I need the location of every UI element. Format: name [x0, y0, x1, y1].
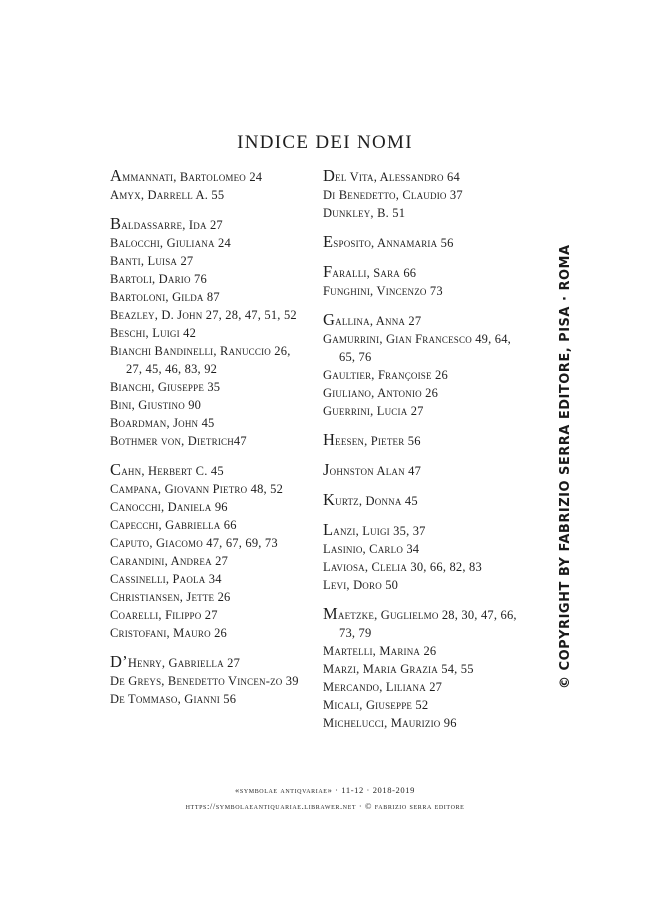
index-entry: Micali, Giuseppe 52	[323, 698, 429, 712]
index-entry: Bini, Giustino 90	[110, 398, 202, 412]
index-letter-group	[323, 605, 519, 732]
index-entry: Giuliano, Antonio 26	[323, 386, 439, 400]
index-entry: Del Vita, Alessandro 64	[323, 166, 460, 185]
index-entry: De Greys, Benedetto Vincen-zo 39	[110, 674, 299, 688]
index-entry: Bianchi Bandinelli, Ranuccio 26, 27, 45, 46, 83, 92	[110, 344, 291, 376]
index-letter-group	[110, 167, 306, 204]
index-entry: Balocchi, Giuliana 24	[110, 236, 231, 250]
index-entry: Mercando, Liliana 27	[323, 680, 443, 694]
index-entry: Heesen, Pieter 56	[323, 430, 421, 449]
index-entry: Canocchi, Daniela 96	[110, 500, 228, 514]
index-entry: Gallina, Anna 27	[323, 310, 422, 329]
index-entry: Kurtz, Donna 45	[323, 490, 418, 509]
index-entry: Di Benedetto, Claudio 37	[323, 188, 463, 202]
index-letter-group	[110, 461, 306, 642]
index-entry: Capecchi, Gabriella 66	[110, 518, 237, 532]
index-entry: Boardman, John 45	[110, 416, 215, 430]
index-entry: Maetzke, Guglielmo 28, 30, 47, 66, 73, 79	[323, 604, 517, 640]
copyright-notice: © COPYRIGHT BY FABRIZIO SERRA EDITORE, PISA · ROMA	[558, 244, 573, 689]
index-entry: Ammannati, Bartolomeo 24	[110, 166, 263, 185]
index-entry: Bartoloni, Gilda 87	[110, 290, 220, 304]
index-column-left	[110, 167, 306, 719]
index-letter-group	[323, 491, 519, 510]
index-entry: Campana, Giovann Pietro 48, 52	[110, 482, 284, 496]
index-letter-group	[323, 521, 519, 594]
index-entry: Cristofani, Mauro 26	[110, 626, 228, 640]
index-entry: Gamurrini, Gian Francesco 49, 64, 65, 76	[323, 332, 511, 364]
index-entry: Esposito, Annamaria 56	[323, 232, 454, 251]
index-entry: D’Henry, Gabriella 27	[110, 652, 241, 671]
page-title: INDICE DEI NOMI	[237, 132, 413, 153]
index-entry: Bartoli, Dario 76	[110, 272, 207, 286]
index-entry: Faralli, Sara 66	[323, 262, 417, 281]
index-entry: Coarelli, Filippo 27	[110, 608, 218, 622]
index-entry: Guerrini, Lucia 27	[323, 404, 424, 418]
index-entry: Cassinelli, Paola 34	[110, 572, 222, 586]
index-letter-group	[323, 167, 519, 222]
index-entry: Laviosa, Clelia 30, 66, 82, 83	[323, 560, 482, 574]
index-entry: Amyx, Darrell A. 55	[110, 188, 225, 202]
index-entry: Beschi, Luigi 42	[110, 326, 197, 340]
index-letter-group	[323, 461, 519, 480]
index-entry: Martelli, Marina 26	[323, 644, 437, 658]
index-entry: De Tommaso, Gianni 56	[110, 692, 237, 706]
index-entry: Baldassarre, Ida 27	[110, 214, 223, 233]
index-entry: Dunkley, B. 51	[323, 206, 406, 220]
publisher-url-line: https://symbolaeantiquariae.librawer.net · © fabrizio serra editore	[185, 801, 465, 811]
index-entry: Caputo, Giacomo 47, 67, 69, 73	[110, 536, 278, 550]
index-entry: Bothmer von, Dietrich47	[110, 434, 247, 448]
journal-citation: «symbolae antiqvariae» · 11-12 · 2018-2019	[235, 785, 415, 795]
index-entry: Gaultier, Françoise 26	[323, 368, 448, 382]
index-entry: Cahn, Herbert C. 45	[110, 460, 224, 479]
index-entry: Beazley, D. John 27, 28, 47, 51, 52	[110, 308, 297, 322]
index-entry: Funghini, Vincenzo 73	[323, 284, 443, 298]
index-entry: Christiansen, Jette 26	[110, 590, 231, 604]
page-footer	[0, 782, 650, 814]
index-entry: Lasinio, Carlo 34	[323, 542, 420, 556]
index-letter-group	[323, 263, 519, 300]
index-column-right	[323, 167, 519, 743]
index-letter-group	[110, 215, 306, 450]
index-entry: Carandini, Andrea 27	[110, 554, 229, 568]
index-entry: Lanzi, Luigi 35, 37	[323, 520, 426, 539]
index-entry: Johnston Alan 47	[323, 460, 422, 479]
index-letter-group	[323, 311, 519, 420]
index-entry: Levi, Doro 50	[323, 578, 399, 592]
index-entry: Michelucci, Maurizio 96	[323, 716, 457, 730]
index-entry: Marzi, Maria Grazia 54, 55	[323, 662, 474, 676]
index-letter-group	[110, 653, 306, 708]
index-letter-group	[323, 431, 519, 450]
index-letter-group	[323, 233, 519, 252]
index-entry: Bianchi, Giuseppe 35	[110, 380, 221, 394]
index-entry: Banti, Luisa 27	[110, 254, 194, 268]
